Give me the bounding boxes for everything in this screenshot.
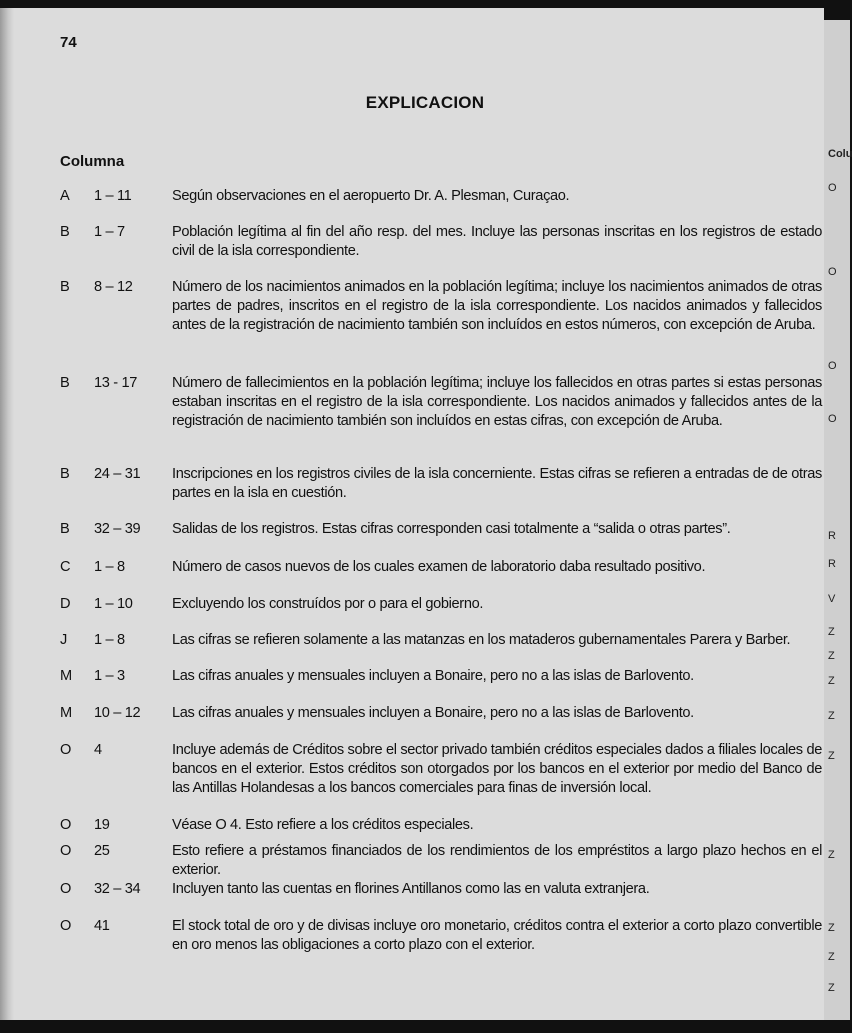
next-page-letter: Z: [828, 849, 835, 861]
page-number: 74: [60, 34, 77, 51]
explanation-entry: [60, 842, 822, 880]
entry-range: 32 – 39: [94, 521, 141, 537]
entry-range: 25: [94, 843, 110, 859]
entry-text: Incluye además de Créditos sobre el sector privado también créditos especiales dados a filiales locales de bancos en el exterior. Estos créditos son otorgados por los bancos en el exterior por medio del Banco de las Antillas Holandesas a los bancos comerciales para finas de inversión local.: [172, 742, 822, 796]
next-page-letter: V: [828, 593, 836, 605]
entry-text: Véase O 4. Esto refiere a los créditos especiales.: [172, 817, 474, 833]
entry-code: O: [60, 742, 72, 758]
next-page-letter: Z: [828, 710, 835, 722]
entry-text: Excluyendo los construídos por o para el gobierno.: [172, 596, 484, 612]
explanation-entry: [60, 223, 822, 261]
next-page-letter: Z: [828, 750, 835, 762]
next-page-letter: O: [828, 266, 837, 278]
next-page-letter: R: [828, 558, 836, 570]
page-stack-edge: [0, 8, 14, 1020]
entry-code: O: [60, 918, 72, 934]
entry-code: B: [60, 521, 70, 537]
entry-text: Según observaciones en el aeropuerto Dr. A. Plesman, Curaçao.: [172, 188, 570, 204]
entry-code: B: [60, 466, 70, 482]
entry-text: Número de casos nuevos de los cuales examen de laboratorio daba resultado positivo.: [172, 559, 706, 575]
entry-code: M: [60, 668, 72, 684]
entry-code: B: [60, 375, 70, 391]
entry-range: 24 – 31: [94, 466, 141, 482]
entry-code: A: [60, 188, 70, 204]
next-page-letter: Z: [828, 675, 835, 687]
explanation-entry: [60, 631, 822, 650]
next-page-letter: O: [828, 360, 837, 372]
entry-code: O: [60, 843, 72, 859]
entry-range: 4: [94, 742, 102, 758]
column-header: Columna: [60, 153, 125, 170]
entry-code: M: [60, 705, 72, 721]
next-page-edge: [824, 20, 850, 1020]
entry-text: Esto refiere a préstamos financiados de los rendimientos de los empréstitos a largo plazo hechos en el exterior.: [172, 843, 822, 878]
entry-text: Número de los nacimientos animados en la población legítima; incluye los nacimientos animados de otras partes de padres, inscritos en el registro de la isla correspondiente. Los nacidos animados y fallecidos antes de la registración de nacimiento también son incluídos en estos números, con excepción de Aruba.: [172, 279, 822, 333]
explanation-entry: [60, 595, 822, 614]
explanation-entry: [60, 880, 822, 899]
entry-range: 13 - 17: [94, 375, 137, 391]
entry-code: O: [60, 817, 72, 833]
entry-text: Las cifras se refieren solamente a las matanzas en los mataderos gubernamentales Parera y Barber.: [172, 632, 791, 648]
entry-code: D: [60, 596, 71, 612]
next-page-letter: Z: [828, 951, 835, 963]
entry-range: 1 – 10: [94, 596, 133, 612]
explanation-entry: [60, 917, 822, 955]
explanation-entry: [60, 374, 822, 431]
next-page-letter: Z: [828, 922, 835, 934]
next-page-letter: O: [828, 182, 837, 194]
entry-range: 1 – 8: [94, 632, 125, 648]
entry-code: O: [60, 881, 72, 897]
explanation-entry: [60, 667, 822, 686]
next-page-letter: O: [828, 413, 837, 425]
entry-text: El stock total de oro y de divisas incluye oro monetario, créditos contra el exterior a corto plazo convertible en oro menos las obligaciones a corto plazo con el exterior.: [172, 918, 822, 953]
entry-code: C: [60, 559, 71, 575]
entry-code: J: [60, 632, 67, 648]
next-page-letter: Z: [828, 650, 835, 662]
explanation-entry: [60, 741, 822, 798]
explanation-entry: [60, 558, 822, 577]
entry-range: 41: [94, 918, 110, 934]
next-page-letter: Z: [828, 982, 835, 994]
explanation-entry: [60, 816, 822, 835]
explanation-entry: [60, 520, 822, 539]
entry-text: Las cifras anuales y mensuales incluyen a Bonaire, pero no a las islas de Barlovento.: [172, 668, 694, 684]
entry-range: 19: [94, 817, 110, 833]
entry-range: 1 – 8: [94, 559, 125, 575]
next-page-letter: R: [828, 530, 836, 542]
entry-text: Salidas de los registros. Estas cifras corresponden casi totalmente a “salida o otras partes”.: [172, 521, 731, 537]
entry-text: Población legítima al fin del año resp. del mes. Incluye las personas inscritas en los registros de estado civil de la isla correspondiente.: [172, 224, 822, 259]
entry-range: 1 – 11: [94, 188, 132, 204]
entry-range: 8 – 12: [94, 279, 133, 295]
entry-code: B: [60, 279, 70, 295]
entry-range: 10 – 12: [94, 705, 141, 721]
next-page-header: Colu: [828, 148, 852, 160]
entry-range: 1 – 3: [94, 668, 125, 684]
page-title: EXPLICACION: [365, 93, 485, 112]
next-page-letter: Z: [828, 626, 835, 638]
explanation-entry: [60, 704, 822, 723]
entry-text: Inscripciones en los registros civiles de la isla concerniente. Estas cifras se refieren a entradas de de otras partes en la isla en cuestión.: [172, 466, 822, 501]
entry-code: B: [60, 224, 70, 240]
entry-text: Número de fallecimientos en la población legítima; incluye los fallecidos en otras partes si estas personas estaban inscritas en el registro de la isla correspondiente. Los nacidos animados y fallecidos antes de la registración de nacimiento también son incluídos en estas cifras, con excepción de Aruba.: [172, 375, 822, 429]
explanation-entry: [60, 187, 822, 206]
entry-text: Incluyen tanto las cuentas en florines Antillanos como las en valuta extranjera.: [172, 881, 650, 897]
entry-range: 32 – 34: [94, 881, 141, 897]
explanation-entry: [60, 465, 822, 503]
entry-text: Las cifras anuales y mensuales incluyen a Bonaire, pero no a las islas de Barlovento.: [172, 705, 694, 721]
entry-range: 1 – 7: [94, 224, 125, 240]
explanation-entry: [60, 278, 822, 335]
